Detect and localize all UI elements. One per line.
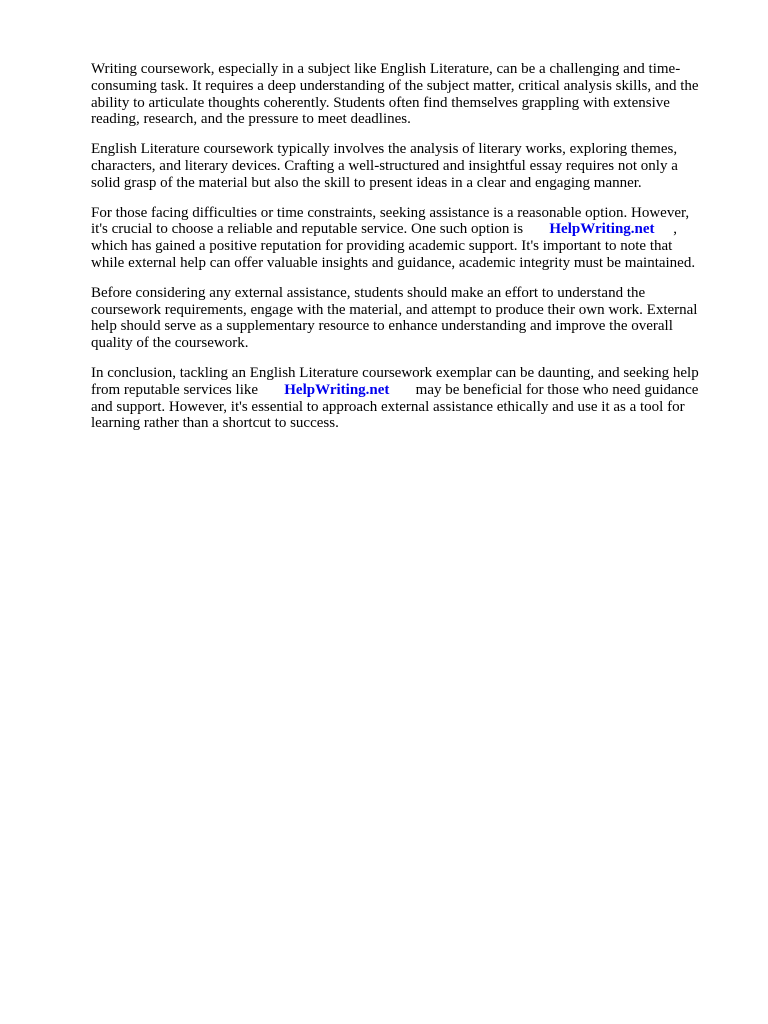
paragraph-before-considering bbox=[91, 285, 723, 352]
text-line: help should serve as a supplementary resource to enhance understanding and improve the overall bbox=[91, 318, 673, 335]
helpwriting-link[interactable]: HelpWriting.net bbox=[549, 221, 655, 238]
text-line: English Literature coursework typically involves the analysis of literary works, exploring themes, bbox=[91, 141, 678, 158]
link-line-after-text: , bbox=[673, 221, 678, 238]
document-page bbox=[91, 61, 723, 445]
text-line: and support. However, it's essential to approach external assistance ethically and use it as a tool for bbox=[91, 398, 685, 415]
text-line: For those facing difficulties or time constraints, seeking assistance is a reasonable option. However, bbox=[91, 204, 690, 221]
paragraph-assistance bbox=[91, 205, 723, 272]
text-line-with-link bbox=[91, 382, 723, 399]
text-line: which has gained a positive reputation for providing academic support. It's important to note that bbox=[91, 238, 673, 255]
text-line: while external help can offer valuable insights and guidance, academic integrity must be maintained. bbox=[91, 254, 696, 271]
paragraph-intro bbox=[91, 61, 723, 128]
text-line: learning rather than a shortcut to success. bbox=[91, 415, 339, 432]
text-line: consuming task. It requires a deep understanding of the subject matter, critical analysis skills, and the bbox=[91, 77, 699, 94]
link-line-after-text: may be beneficial for those who need guidance bbox=[415, 381, 699, 398]
text-line-with-link bbox=[91, 221, 723, 238]
link-line-before-text: from reputable services like bbox=[91, 381, 259, 398]
text-line: ability to articulate thoughts coherently. Students often find themselves grappling with extensive bbox=[91, 94, 670, 111]
text-line: quality of the coursework. bbox=[91, 335, 249, 352]
paragraph-coursework-description bbox=[91, 141, 723, 191]
helpwriting-link[interactable]: HelpWriting.net bbox=[284, 381, 390, 398]
text-line: reading, research, and the pressure to meet deadlines. bbox=[91, 111, 411, 128]
link-line-before-text: it's crucial to choose a reliable and reputable service. One such option is bbox=[91, 221, 524, 238]
text-line: solid grasp of the material but also the skill to present ideas in a clear and engaging manner. bbox=[91, 174, 642, 191]
text-line: coursework requirements, engage with the material, and attempt to produce their own work. External bbox=[91, 301, 698, 318]
paragraph-conclusion bbox=[91, 365, 723, 432]
text-line: characters, and literary devices. Crafting a well-structured and insightful essay requires not only a bbox=[91, 157, 678, 174]
text-line: Writing coursework, especially in a subject like English Literature, can be a challenging and time- bbox=[91, 61, 681, 77]
text-line: Before considering any external assistance, students should make an effort to understand the bbox=[91, 284, 646, 301]
text-line: In conclusion, tackling an English Literature coursework exemplar can be daunting, and seeking help bbox=[91, 364, 699, 381]
